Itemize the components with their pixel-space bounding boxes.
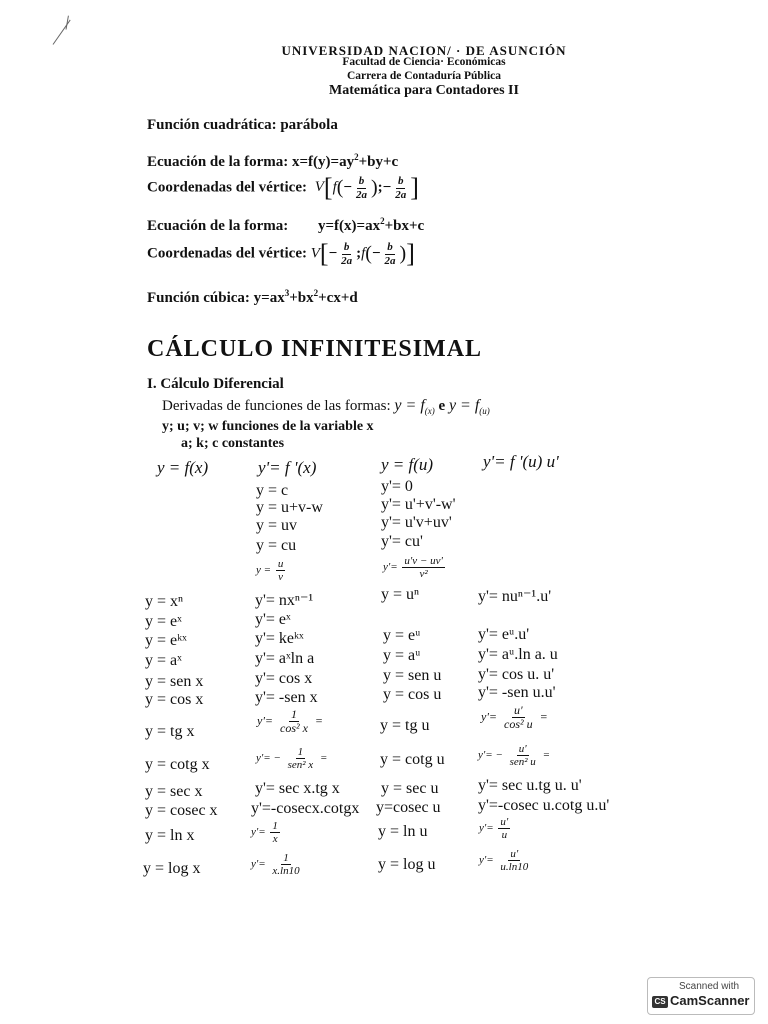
- cotg-derivative: y'= − $\frac{1}{\text{sen² x}}$ =: [256, 746, 328, 772]
- rule-function-u: y=cosec u: [376, 799, 441, 816]
- rule-function-u: y = log u: [378, 856, 436, 873]
- log-u-derivative: y'= $\frac{u'}{u.\ln 10}$: [479, 848, 529, 874]
- rule-derivative-u: y'= aᵘ.ln a. u: [478, 646, 558, 663]
- rule-derivative: y'= 0: [381, 478, 413, 495]
- rule-function: y = u+v-w: [256, 499, 323, 516]
- rule-function: y = ln x: [145, 827, 195, 844]
- column-header: y = f(u): [381, 455, 434, 474]
- rule-function: y = cos x: [145, 691, 204, 708]
- rule-derivative-u: y'= cos u. u': [478, 666, 555, 683]
- log-derivative: y'= $\frac{1}{x.\ln 10}$: [251, 852, 300, 878]
- vertex-fraction: $\frac{b}{2a}$: [395, 175, 407, 201]
- rule-function-u: y = cos u: [383, 686, 442, 703]
- constants-note: a; k; c constantes: [181, 436, 285, 451]
- rule-derivative: y'=-cosecx.cotgx: [251, 800, 360, 817]
- equation-form-2: Ecuación de la forma: $y=f(x)=ax^2+bx+c$: [147, 216, 425, 234]
- rule-derivative: y'= keᵏˣ: [255, 630, 304, 647]
- rule-function-u: y = cotg u: [380, 751, 445, 768]
- subsection-title: I. Cálculo Diferencial: [147, 376, 284, 392]
- camscanner-watermark: Scanned with CS CamScanner: [647, 977, 755, 1015]
- rule-derivative: y'= cu': [381, 533, 423, 550]
- column-header: y'= f '(x): [258, 458, 317, 477]
- rule-function: y = eᵏˣ: [145, 632, 187, 649]
- rule-derivative-u: y'= eᵘ.u': [478, 626, 530, 643]
- rule-function: y = c: [256, 482, 289, 499]
- rule-function: y = cu: [256, 537, 297, 554]
- column-header: y'= f '(u) u': [483, 452, 559, 471]
- rule-derivative: y'= cos x: [255, 670, 313, 687]
- parabola-title: Función cuadrática: parábola: [147, 117, 338, 133]
- camscanner-logo-icon: CS: [652, 996, 668, 1008]
- vertex-fraction: $\frac{b}{2a}$: [384, 241, 396, 267]
- rule-function: y = cotg x: [145, 756, 210, 773]
- equation-form-1: Ecuación de la forma: $x=f(y)=ay^2+by+c$: [147, 152, 399, 170]
- rule-derivative: y'= sec x.tg x: [255, 780, 340, 797]
- rule-function-u: y = aᵘ: [383, 647, 421, 664]
- rule-derivative: y'= u'v+uv': [381, 514, 452, 531]
- section-title: CÁLCULO INFINITESIMAL: [147, 336, 483, 362]
- ln-derivative: y'= $\frac{1}{x}$: [251, 820, 278, 846]
- rule-derivative-u: y'= nuⁿ⁻¹.u': [478, 588, 552, 605]
- rule-derivative-u: y'=-cosec u.cotg u.u': [478, 797, 610, 814]
- rule-derivative: y'= nxⁿ⁻¹: [255, 592, 314, 609]
- rule-derivative: y'= -sen x: [255, 689, 318, 706]
- rule-derivative: y'= u'+v'-w': [381, 496, 456, 513]
- vertex-coordinates-2: Coordenadas del vértice: V[− $\frac{b}{2a}$ ;f(− $\frac{b}{2a}$ )]: [147, 239, 415, 268]
- vertex-fraction: $\frac{b}{2a}$: [355, 175, 367, 201]
- rule-function: y = sen x: [145, 673, 204, 690]
- rule-function-u: y = sec u: [381, 780, 439, 797]
- rule-function: y = tg x: [145, 723, 195, 740]
- vertex-fraction: $\frac{b}{2a}$: [341, 241, 353, 267]
- derivatives-intro: Derivadas de funciones de las formas: $y = f_{(x)}$ e $y = f_{(u)}$: [162, 397, 490, 417]
- faculty-name: Facultad de Ciencia· Económicas: [342, 56, 506, 68]
- university-name: UNIVERSIDAD NACION/ · DE ASUNCIÓN: [281, 43, 567, 58]
- rule-derivative: y'= eˣ: [255, 611, 291, 628]
- rule-function: y = aˣ: [145, 652, 182, 669]
- quotient-rule-function: y = $\frac{u}{v}$: [256, 558, 284, 584]
- rule-derivative-u: y'= sec u.tg u. u': [478, 777, 582, 794]
- cubic-function: Función cúbica: $y=ax^3+bx^2+cx+d$: [147, 288, 358, 306]
- cotg-u-derivative: y'= − $\frac{u'}{\text{sen² u}}$ =: [478, 743, 550, 769]
- column-header: y = f(x): [157, 458, 209, 477]
- rule-derivative-u: y'= -sen u.u': [478, 684, 556, 701]
- rule-function: y = cosec x: [145, 802, 218, 819]
- rule-function-u: y = uⁿ: [381, 586, 420, 603]
- rule-function: y = eˣ: [145, 613, 182, 630]
- rule-function: y = xⁿ: [145, 593, 184, 610]
- career-name: Carrera de Contaduría Pública: [346, 70, 502, 82]
- rule-function-u: y = ln u: [378, 823, 428, 840]
- ln-u-derivative: y'= $\frac{u'}{u}$: [479, 816, 509, 842]
- tg-derivative: y'= $\frac{1}{\text{cos² x}}$ =: [257, 707, 324, 736]
- rule-function: y = sec x: [145, 783, 203, 800]
- quotient-rule-derivative: y'= $\frac{u'v - uv'}{\text{v²}}$: [383, 555, 443, 581]
- rule-function-u: y = sen u: [383, 667, 442, 684]
- rule-function-u: y = tg u: [380, 717, 430, 734]
- pen-mark: [53, 20, 71, 45]
- course-name: Matemática para Contadores II: [329, 83, 519, 98]
- vertex-coordinates-1: Coordenadas del vértice: V[f(− $\frac{b}{2a}$ );− $\frac{b}{2a}$ ]: [147, 173, 419, 202]
- rule-function-u: y = eᵘ: [383, 627, 421, 644]
- rule-function: y = log x: [143, 860, 201, 877]
- variables-note: y; u; v; w funciones de la variable x: [162, 419, 374, 434]
- rule-derivative: y'= aˣln a: [255, 650, 315, 667]
- tg-u-derivative: y'= $\frac{u'}{\text{cos² u}}$ =: [481, 703, 548, 732]
- rule-function: y = uv: [256, 517, 298, 534]
